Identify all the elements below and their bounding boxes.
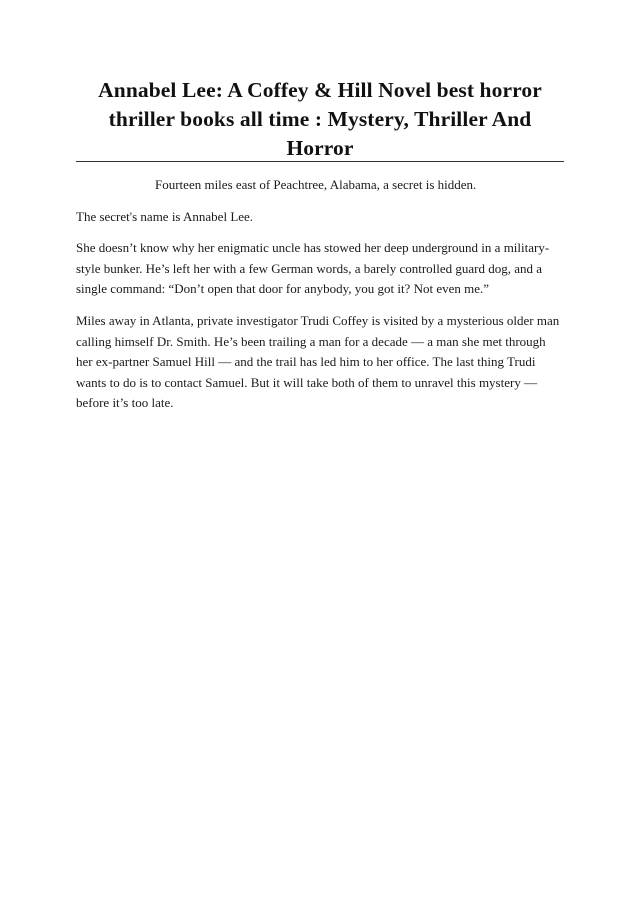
body-paragraph: Miles away in Atlanta, private investigator Trudi Coffey is visited by a mysterious older man calling himself Dr. Smith. He’s been trailing a man for a decade — a man she met through her ex-partner Samuel Hill — and the trail has led him to her office. The last thing Trudi wants to do is to contact Samuel. But it will take both of them to unravel this mystery — before it’s too late. — [76, 312, 560, 411]
lead-paragraph: Fourteen miles east of Peachtree, Alabama, a secret is hidden. — [155, 177, 477, 192]
body-paragraph: She doesn’t know why her enigmatic uncle has stowed her deep underground in a military-style bunker. He’s left her with a few German words, a barely controlled guard dog, and a single command: “Don’t open that door for anybody, you got it? Not even me.” — [76, 240, 550, 297]
document-title: Annabel Lee: A Coffey & Hill Novel best horror thriller books all time : Mystery, Thriller And Horror — [98, 78, 542, 160]
body-paragraph: The secret's name is Annabel Lee. — [76, 208, 254, 224]
title-divider — [76, 161, 564, 162]
title-block — [76, 76, 564, 163]
document-body — [76, 175, 564, 425]
